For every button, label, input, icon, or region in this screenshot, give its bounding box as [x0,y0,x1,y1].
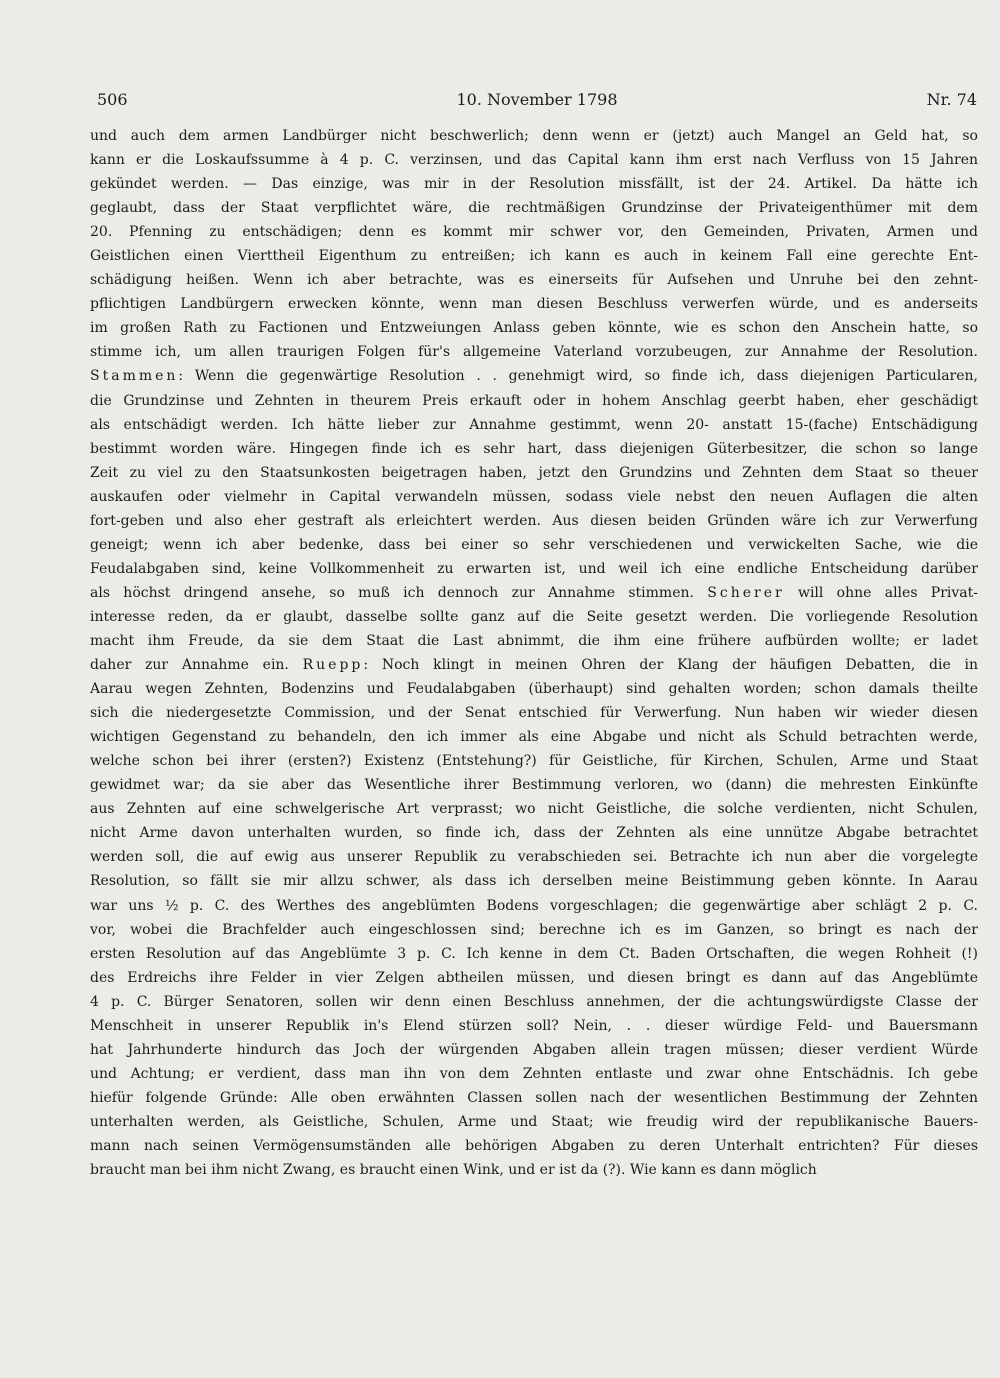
text-line: war uns ½ p. C. des Werthes des angeblümten Bodens vorgeschlagen; die gegenwärtige aber schlägt 2 p. C. [90,897,978,914]
text-line: des Erdreichs ihre Felder in vier Zelgen abtheilen müssen, und diesen bringt es dann auf das Angeblümte [90,969,978,986]
text-line: pflichtigen Landbürgern erwecken könnte, wenn man diesen Beschluss verwerfen würde, und es anderseits [90,296,978,313]
page-header [97,90,977,116]
text-line: macht ihm Freude, da sie dem Staat die Last abnimmt, die ihm eine frühere aufbürden wollte; er ladet [90,632,978,649]
text-line: auskaufen oder vielmehr in Capital verwandeln müssen, sodass viele nebst den neuen Auflagen die alten [90,488,978,505]
text-line: Zeit zu viel zu den Staatsunkosten beigetragen haben, jetzt den Grundzins und Zehnten dem Staat so theuer [90,464,978,481]
text-line: aus Zehnten auf eine schwelgerische Art verprasst; wo nicht Geistliche, die solche verdienten, nicht Schulen, [90,801,978,818]
text-line: Menschheit in unserer Republik in's Elend stürzen soll? Nein, . . dieser würdige Feld- und Bauersmann [90,1017,978,1034]
page-smudge-decoration: ··· ·· ··· [826,1196,865,1206]
text-line: als höchst dringend ansehe, so muß ich dennoch zur Annahme stimmen. Scherer will ohne alles Privat- [90,584,978,601]
text-line: Geistlichen einen Vierttheil Eigenthum zu entreißen; ich kann es auch in keinem Fall eine gerechte Ent- [90,248,978,265]
body-text [90,124,978,1182]
text-line: wichtigen Gegenstand zu behandeln, den ich immer als eine Abgabe und nicht als Schuld betrachten werde, [90,729,978,746]
text-line: werden soll, die auf ewig aus unserer Republik zu verabschieden sei. Betrachte ich nun aber die vorgelegte [90,849,978,866]
text-line: stimme ich, um allen traurigen Folgen für's allgemeine Vaterland vorzubeugen, zur Annahme der Resolution. [90,344,978,361]
text-line: hat Jahrhunderte hindurch das Joch der würgenden Abgaben allein tragen müssen; dieser verdient Würde [90,1041,978,1058]
text-line: fort-geben und also eher gestraft als erleichtert werden. Aus diesen beiden Gründen wäre ich zur Verwerfung [90,512,978,529]
text-line: die Grundzinse und Zehnten in theurem Preis erkauft oder in hohem Anschlag geerbt haben, eher geschädigt [90,392,978,409]
text-line: hiefür folgende Gründe: Alle oben erwähnten Classen sollen nach der wesentlichen Bestimmung der Zehnten [90,1089,978,1106]
text-line: braucht man bei ihm nicht Zwang, es braucht einen Wink, und er ist da (?). Wie kann es dann möglich [90,1162,817,1179]
text-line: geneigt; wenn ich aber bedenke, dass bei einer so sehr verschiedenen und verwickelten Sache, wie die [90,536,978,553]
text-line: im großen Rath zu Factionen und Entzweiungen Anlass geben könnte, wie es schon den Anschein hatte, so [90,320,978,337]
text-line: und auch dem armen Landbürger nicht beschwerlich; denn wenn er (jetzt) auch Mangel an Geld hat, so [90,128,978,144]
text-line: ersten Resolution auf das Angeblümte 3 p. C. Ich kenne in dem Ct. Baden Ortschaften, die wegen Rohheit (!) [90,945,978,962]
text-line: interesse reden, da er glaubt, dasselbe sollte ganz auf die Seite gesetzt werden. Die vorliegende Resolution [90,608,978,625]
text-line: gewidmet war; da sie aber das Wesentliche ihrer Bestimmung verloren, wo (dann) die mehresten Einkünfte [90,777,978,794]
text-line: als entschädigt werden. Ich hätte lieber zur Annahme gestimmt, wenn 20- anstatt 15-(fache) Entschädigung [90,416,978,433]
text-line: gekündet werden. — Das einzige, was mir in der Resolution missfällt, ist der 24. Artikel. Da hätte ich [90,176,978,193]
text-line: 4 p. C. Bürger Senatoren, sollen wir denn einen Beschluss annehmen, der die achtungswürdigste Classe der [90,993,978,1010]
page-number: 506 [97,90,128,109]
text-line: Resolution, so fällt sie mir allzu schwer, als dass ich derselben meine Beistimmung geben könnte. In Aarau [90,873,978,890]
text-line: Feudalabgaben sind, keine Vollkommenheit zu erwarten ist, und weil ich eine endliche Entscheidung darüber [90,560,978,577]
text-line: kann er die Loskaufssumme à 4 p. C. verzinsen, und das Capital kann ihm erst nach Verfluss von 15 Jahren [90,152,978,169]
text-line: und Achtung; er verdient, dass man ihn von dem Zehnten entlaste und zwar ohne Entschädnis. Ich gebe [90,1065,978,1082]
text-line: 20. Pfenning zu entschädigen; denn es kommt mir schwer vor, den Gemeinden, Privaten, Armen und [90,224,978,241]
text-line: sich die niedergesetzte Commission, und der Senat entschied für Verwerfung. Nun haben wir wieder diesen [90,705,978,722]
text-line: schädigung heißen. Wenn ich aber betrachte, was es einerseits für Aufsehen und Unruhe bei den zehnt- [90,272,978,289]
text-line: Stammen: Wenn die gegenwärtige Resolution . . genehmigt wird, so finde ich, dass diejenigen Particularen, [90,368,978,385]
text-line: nicht Arme davon unterhalten wurden, so finde ich, dass der Zehnten als eine unnütze Abgabe betrachtet [90,825,978,842]
text-line: daher zur Annahme ein. Ruepp: Noch klingt in meinen Ohren der Klang der häufigen Debatten, die in [90,657,978,674]
text-line: welche schon bei ihrer (ersten?) Existenz (Entstehung?) für Geistliche, für Kirchen, Schulen, Arme und Staat [90,753,978,770]
text-line: mann nach seinen Vermögensumständen alle behörigen Abgaben zu deren Unterhalt entrichten? Für dieses [90,1137,978,1154]
text-line: Aarau wegen Zehnten, Bodenzins und Feudalabgaben (überhaupt) sind gehalten worden; schon damals theilte [90,681,978,698]
text-line: bestimmt worden wäre. Hingegen finde ich es sehr hart, dass diejenigen Güterbesitzer, die schon so lange [90,440,978,457]
text-line: unterhalten werden, als Geistliche, Schulen, Arme und Staat; wie freudig wird der republikanische Bauers- [90,1113,978,1130]
text-line: vor, wobei die Brachfelder auch eingeschlossen sind; berechne ich es im Ganzen, so bringt es nach der [90,921,978,938]
header-date: 10. November 1798 [456,90,618,109]
header-number: Nr. 74 [926,90,977,109]
text-line: geglaubt, dass der Staat verpflichtet wäre, die rechtmäßigen Grundzinse der Privateigenthümer mit dem [90,200,978,217]
